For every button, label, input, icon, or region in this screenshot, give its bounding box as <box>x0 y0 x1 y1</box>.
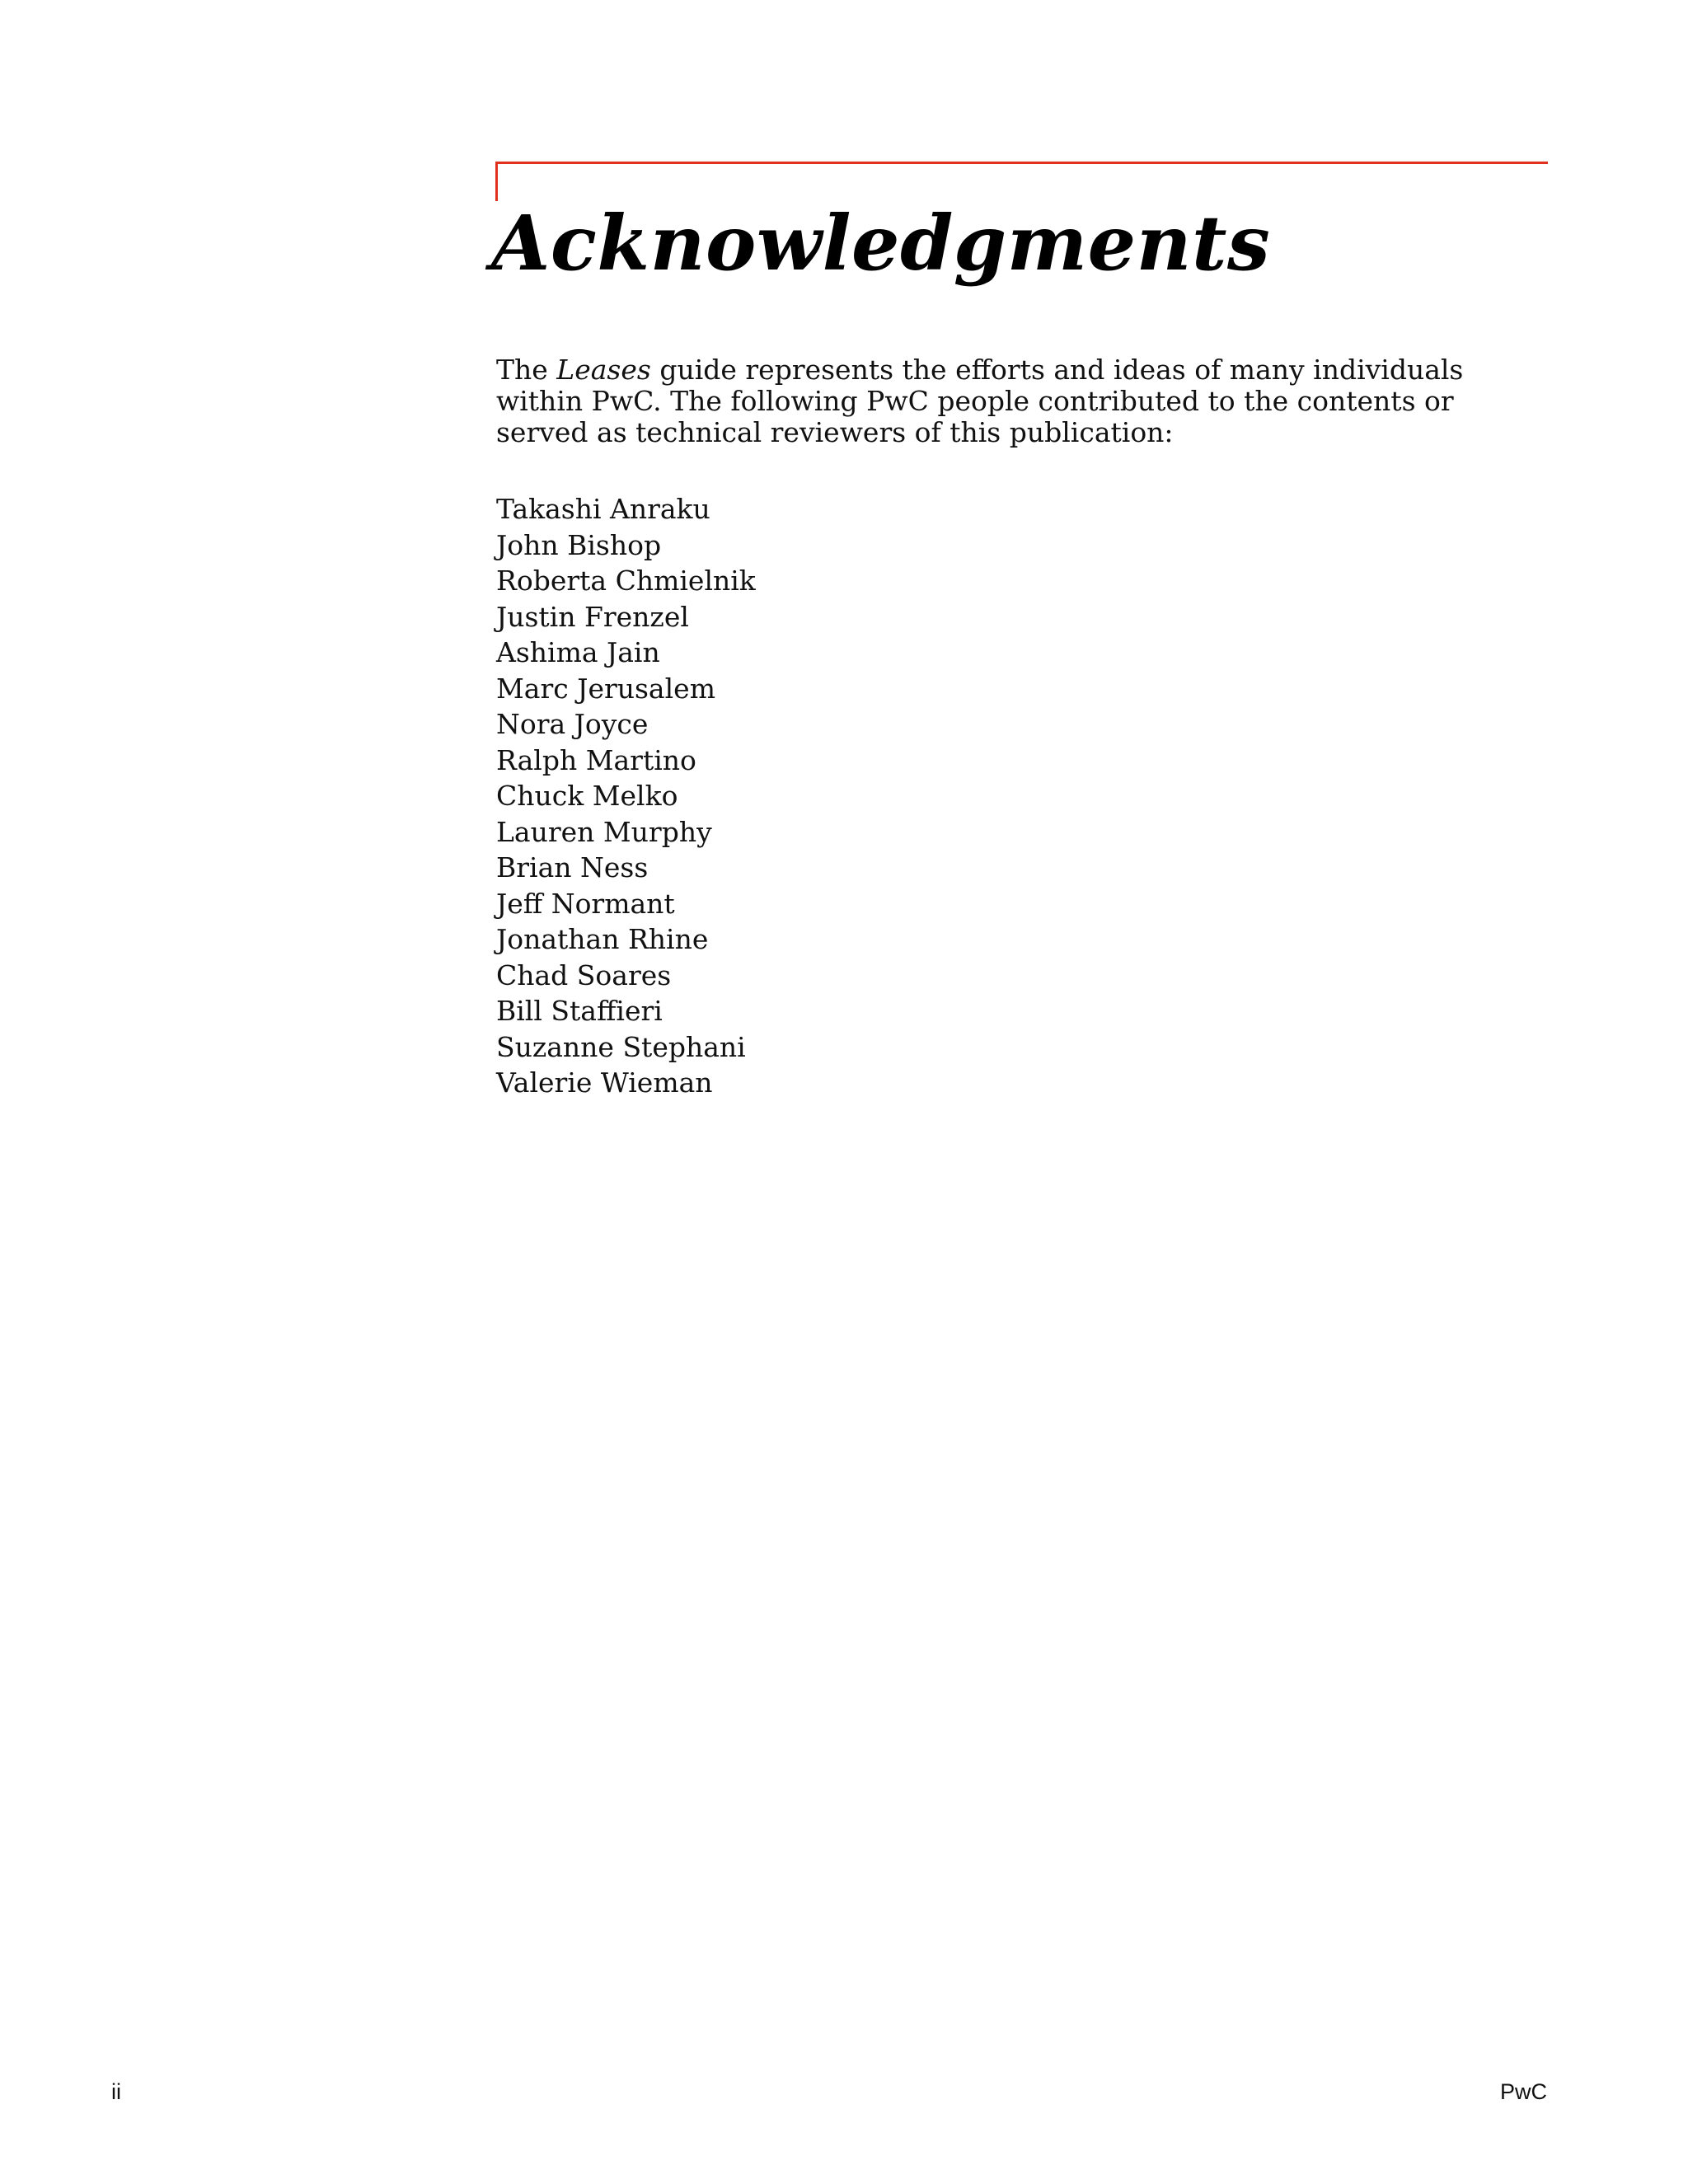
contributor-name: Valerie Wieman <box>496 1066 713 1099</box>
contributor-name: Nora Joyce <box>496 708 649 740</box>
contributor-name: Suzanne Stephani <box>496 1030 746 1063</box>
contributor-name: Ashima Jain <box>496 636 660 668</box>
page-title: Acknowledgments <box>491 199 1271 288</box>
footer-brand: PwC <box>1499 2079 1547 2104</box>
contributor-name: Takashi Anraku <box>496 493 710 525</box>
contributor-name: Chuck Melko <box>496 780 678 812</box>
contributor-list <box>496 491 756 1101</box>
contributor-name: Lauren Murphy <box>496 815 712 848</box>
intro-paragraph <box>496 354 1551 448</box>
contributor-name: John Bishop <box>496 528 662 561</box>
page-number: ii <box>111 2079 121 2104</box>
contributor-name: Justin Frenzel <box>496 600 689 633</box>
contributor-name: Chad Soares <box>496 958 672 991</box>
contributor-name: Marc Jerusalem <box>496 672 715 705</box>
contributor-name: Ralph Martino <box>496 743 696 776</box>
intro-guide-name: Leases <box>556 354 651 386</box>
intro-text-start: The <box>496 354 557 386</box>
contributor-name: Bill Staffieri <box>496 995 663 1027</box>
contributor-name: Roberta Chmielnik <box>496 565 756 597</box>
contributor-name: Jonathan Rhine <box>496 923 709 955</box>
contributor-name: Jeff Normant <box>496 887 675 920</box>
contributor-name: Brian Ness <box>496 851 649 883</box>
intro-text-end: guide represents the efforts and ideas of many individuals within PwC. The following PwC people contributed to the contents or served as technical reviewers of this publication: <box>496 354 1464 448</box>
